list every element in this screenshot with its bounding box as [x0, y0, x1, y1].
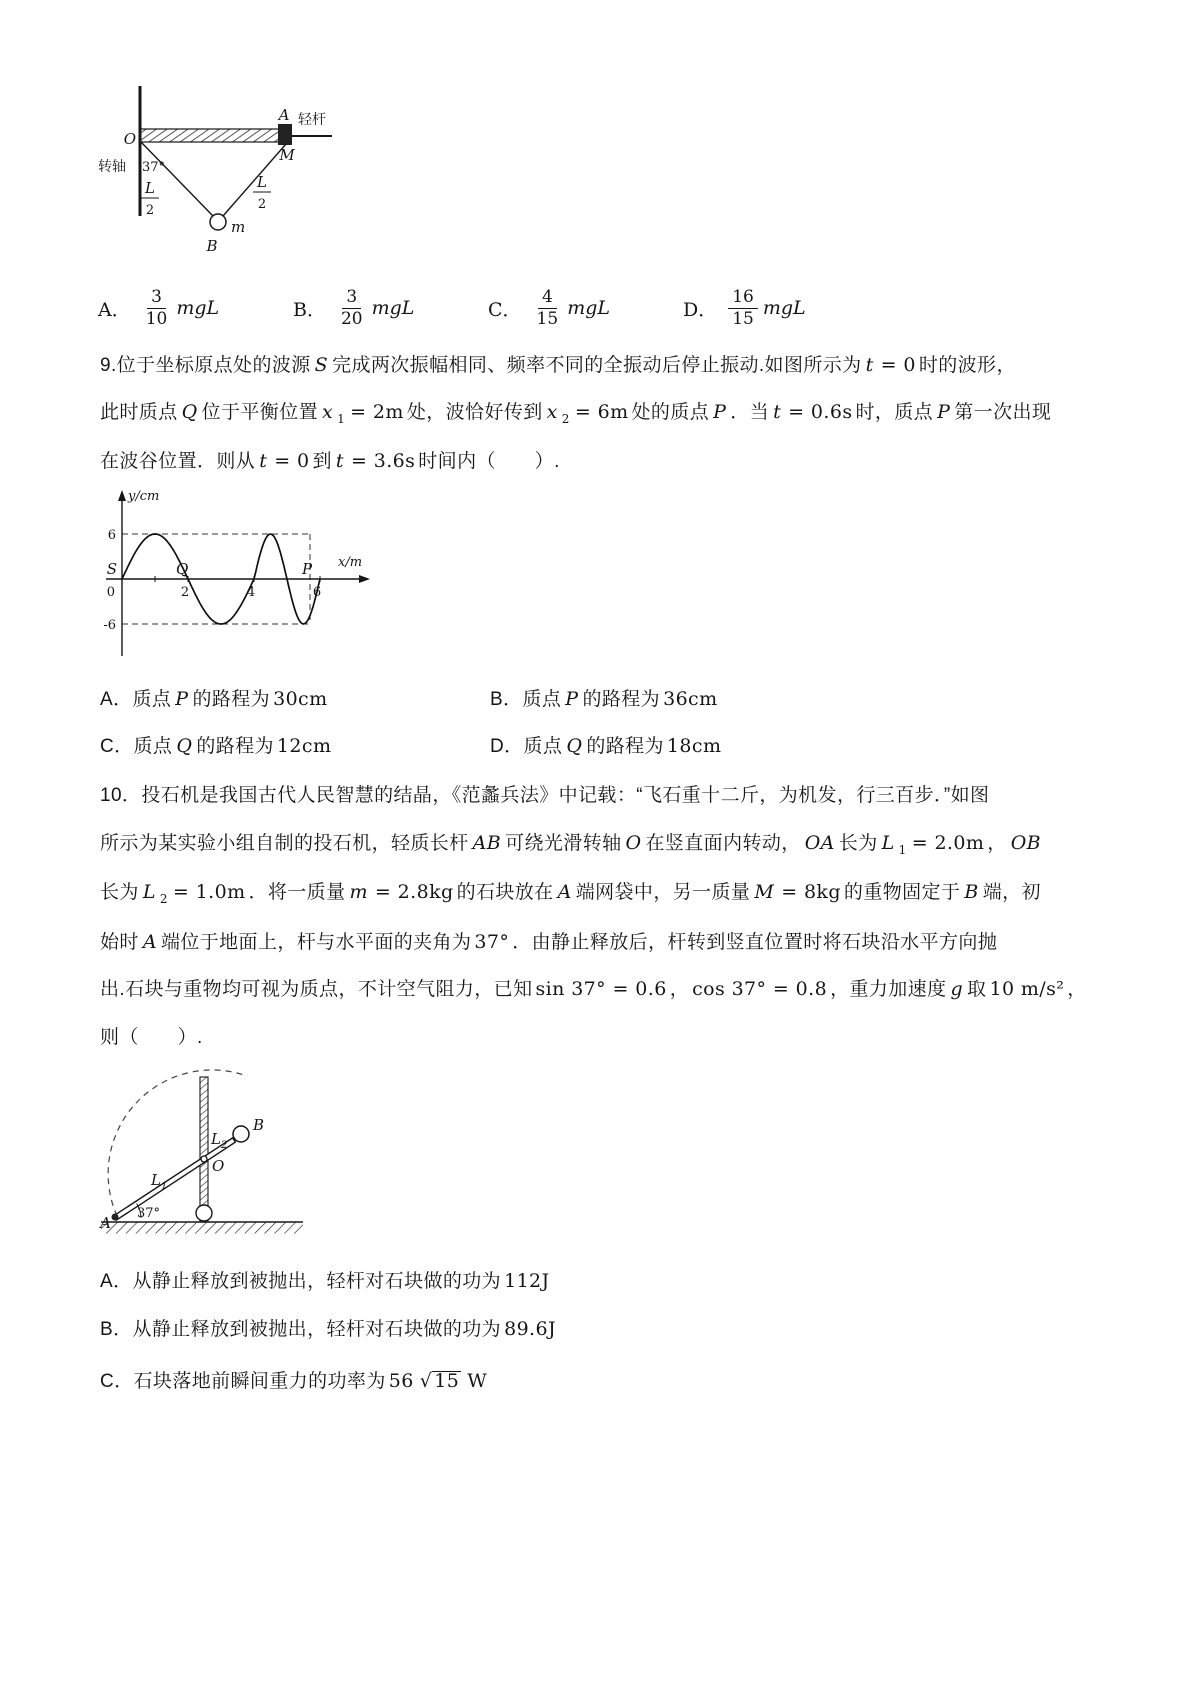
label-A: A: [278, 106, 290, 124]
label-M: M: [279, 146, 295, 164]
q8-option-a: [98, 285, 293, 331]
q9-stem: [100, 342, 1110, 485]
q10-line-3: 长为 L $_2$ = 1.0m ．将一质量 m = 2.8kg 的石块放在 A 端网袋中，另一质量 M = 8kg 的重物固定于 B 端，初: [100, 881, 1041, 906]
option-unit: mgL: [176, 297, 220, 319]
label-P: P: [302, 560, 313, 578]
label-S: S: [106, 560, 117, 578]
q8-option-c: [488, 285, 683, 331]
fraction: $\frac{3}{20}$: [340, 287, 363, 329]
base-roller: [196, 1205, 212, 1221]
ytick-6: 6: [107, 528, 116, 543]
label-angle-37: 37°: [142, 160, 166, 175]
q8-option-b: [293, 285, 488, 331]
q9-option-c: C．质点 Q 的路程为 12cm: [100, 735, 332, 757]
pivot-O: [201, 1156, 207, 1162]
q10-trebuchet-figure: [95, 1066, 335, 1241]
label-O: O: [212, 1157, 225, 1175]
q10-option-c: C．石块落地前瞬间重力的功率为 56 √ 15 W: [100, 1370, 488, 1392]
q10-line-1: 10．投石机是我国古代人民智慧的结晶，《范蠡兵法》中记载：“飞石重十二斤，为机发，行三百步．”如图: [100, 785, 990, 806]
origin-label: 0: [106, 585, 115, 600]
ground-hatching: [101, 1223, 303, 1234]
q9-options: [100, 676, 1000, 770]
frac-right-L: L: [257, 173, 267, 191]
option-unit: mgL: [762, 297, 806, 319]
option-unit: mgL: [371, 297, 415, 319]
x-axis-label: x/m: [338, 555, 363, 570]
q9-line-2: 此时质点 Q 位于平衡位置 x $_1$ = 2m 处，波恰好传到 x $_2$ = 6m 处的质点 P ．当 t = 0.6s 时，质点 P 第一次出现: [100, 401, 1052, 426]
label-L1: $L_1$: [151, 1171, 168, 1192]
y-axis-label: y/cm: [128, 489, 160, 504]
label-A: A: [100, 1214, 111, 1232]
q8-figure: [90, 80, 440, 270]
support-post: [200, 1077, 208, 1222]
label-O: O: [123, 130, 136, 148]
frac-left-2: 2: [145, 203, 155, 218]
q9-wave-figure: [92, 484, 402, 664]
q8-option-d: [683, 285, 878, 331]
option-label: A．: [98, 298, 131, 321]
q10-line-5: 出.石块与重物均可视为质点，不计空气阻力，已知 sin 37° = 0.6 ， cos 37° = 0.8 ，重力加速度 g 取 10 m/s² ，: [100, 978, 1087, 1000]
frac-left-L: L: [145, 179, 155, 197]
xtick-6: 6: [312, 585, 322, 600]
y-axis-arrow: [118, 490, 126, 501]
stone-at-A: [112, 1214, 119, 1221]
q9-option-b: B．质点 P 的路程为 36cm: [490, 688, 718, 710]
label-B: B: [253, 1116, 265, 1134]
threaded-rod: [140, 129, 287, 142]
q10-option-a: A．从静止释放到被抛出，轻杆对石块做的功为 112J: [100, 1270, 550, 1292]
q9-option-d: D．质点 Q 的路程为 18cm: [490, 735, 722, 757]
label-light-rod: 轻杆: [298, 111, 326, 127]
q9-line-1: 9.位于坐标原点处的波源 S 完成两次振幅相同、频率不同的全振动后停止振动.如图所示为 t = 0 时的波形，: [100, 354, 1016, 376]
x-axis-arrow: [359, 575, 370, 583]
lever-rod: [114, 1138, 236, 1220]
label-B: B: [206, 237, 218, 255]
q10-stem: [100, 772, 1110, 1061]
label-axis: 转轴: [98, 158, 126, 174]
option-label: D．: [683, 298, 718, 321]
q8-options: [98, 285, 878, 331]
option-label: C．: [488, 298, 522, 321]
q10-option-b: B．从静止释放到被抛出，轻杆对石块做的功为 89.6J: [100, 1318, 556, 1340]
xtick-4: 4: [246, 585, 256, 600]
string-right: [223, 144, 286, 216]
xtick-2: 2: [180, 585, 190, 600]
label-L2: $L_2$: [211, 1130, 228, 1151]
frac-right-2: 2: [257, 197, 267, 212]
option-unit: mgL: [567, 297, 610, 319]
ball-B: [210, 214, 226, 230]
slider-block-M: [278, 124, 292, 145]
q10-line-2: 所示为某实验小组自制的投石机，轻质长杆 AB 可绕光滑转轴 O 在竖直面内转动， OA 长为 L $_1$ = 2.0m ， OB: [100, 831, 1042, 857]
label-Q: Q: [176, 560, 189, 578]
fraction: $\frac{4}{15}$: [536, 287, 559, 329]
fraction: $\frac{3}{10}$: [145, 287, 168, 329]
option-label: B．: [293, 298, 326, 321]
fraction: $\frac{16}{15}$: [728, 287, 758, 329]
q9-line-3: 在波谷位置．则从 t = 0 到 t = 3.6s 时间内（ ）.: [100, 450, 560, 472]
q10-line-6: 则（ ）.: [100, 1026, 203, 1048]
q10-line-4: 始时 A 端位于地面上，杆与水平面的夹角为 37° ．由静止释放后，杆转到竖直位置时将石块沿水平方向抛: [100, 930, 998, 953]
weight-ball-B: [233, 1126, 249, 1142]
label-m: m: [231, 218, 246, 236]
ytick-neg6: -6: [103, 618, 116, 633]
label-angle-37: 37°: [137, 1206, 161, 1221]
q9-option-a: A．质点 P 的路程为 30cm: [100, 688, 328, 710]
